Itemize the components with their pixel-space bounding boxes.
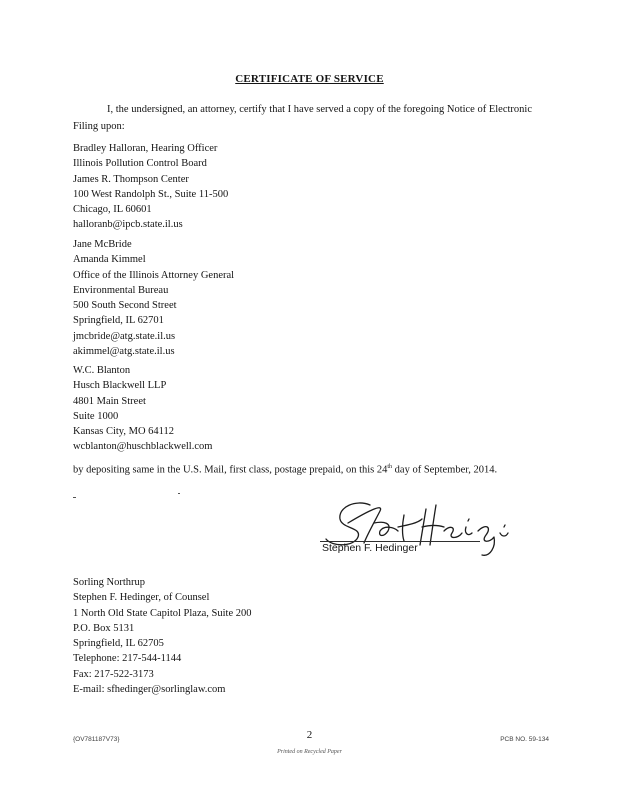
recipient-line: Husch Blackwell LLP bbox=[73, 380, 167, 392]
recycled-paper-note: Printed on Recycled Paper bbox=[277, 749, 342, 755]
footer-case-number: PCB NO. 59-134 bbox=[500, 736, 549, 743]
recipient-line: Kansas City, MO 64112 bbox=[73, 426, 175, 438]
recipient-email: akimmel@atg.state.il.us bbox=[73, 346, 175, 358]
recipient-line: Jane McBride bbox=[73, 239, 132, 250]
recipient-line: 4801 Main Street bbox=[73, 395, 146, 407]
recipient-line: Environmental Bureau bbox=[73, 284, 169, 296]
recipient-block-attorney-general bbox=[73, 237, 234, 359]
sender-block bbox=[73, 575, 251, 697]
scan-speck bbox=[73, 497, 76, 498]
sender-fax: Fax: 217-522-3173 bbox=[73, 668, 154, 680]
recipient-line: James R. Thompson Center bbox=[73, 173, 189, 185]
recipient-line: Bradley Halloran, Hearing Officer bbox=[73, 143, 218, 154]
recipient-line: Office of the Illinois Attorney General bbox=[73, 269, 235, 281]
sender-line: 1 North Old State Capitol Plaza, Suite 200 bbox=[73, 607, 252, 619]
footer-doc-id: {OV781187V73} bbox=[73, 736, 120, 743]
sender-line: Sorling Northrup bbox=[73, 577, 146, 588]
recipient-email: jmcbride@atg.state.il.us bbox=[73, 330, 176, 342]
scan-speck bbox=[178, 493, 180, 494]
sender-line: Springfield, IL 62705 bbox=[73, 638, 164, 650]
recipient-block-hearing-officer bbox=[73, 141, 228, 233]
document-title: CERTIFICATE OF SERVICE bbox=[235, 73, 384, 85]
recipient-line: Suite 1000 bbox=[73, 410, 119, 422]
recipient-line: Amanda Kimmel bbox=[73, 254, 146, 266]
sender-line: Stephen F. Hedinger, of Counsel bbox=[73, 592, 210, 604]
closing-text-end: day of September, 2014. bbox=[392, 464, 498, 476]
closing-text-start: by depositing same in the U.S. Mail, first class, postage prepaid, on this 24 bbox=[73, 464, 388, 476]
recipient-line: Springfield, IL 62701 bbox=[73, 315, 164, 327]
sender-phone: Telephone: 217-544-1144 bbox=[73, 653, 182, 665]
day-suffix: th bbox=[387, 464, 393, 470]
closing-paragraph bbox=[73, 460, 543, 478]
recipient-line: Illinois Pollution Control Board bbox=[73, 158, 207, 170]
recipient-line: Chicago, IL 60601 bbox=[73, 204, 152, 216]
signature-block bbox=[318, 497, 528, 559]
sender-line: P.O. Box 5131 bbox=[73, 622, 135, 634]
sender-email: E-mail: sfhedinger@sorlinglaw.com bbox=[73, 684, 226, 696]
recipient-email: wcblanton@huschblackwell.com bbox=[73, 441, 213, 453]
recipient-block-husch-blackwell bbox=[73, 363, 212, 455]
signer-name: Stephen F. Hedinger bbox=[322, 542, 418, 554]
recipient-line: 100 West Randolph St., Suite 11-500 bbox=[73, 188, 229, 200]
recipient-email: halloranb@ipcb.state.il.us bbox=[73, 219, 183, 231]
recipient-line: W.C. Blanton bbox=[73, 365, 131, 376]
intro-paragraph: I, the undersigned, an attorney, certify that I have served a copy of the foregoing Notice of Electronic Filing upon: bbox=[73, 104, 532, 132]
recipient-line: 500 South Second Street bbox=[73, 300, 177, 312]
page-number: 2 bbox=[306, 729, 313, 741]
